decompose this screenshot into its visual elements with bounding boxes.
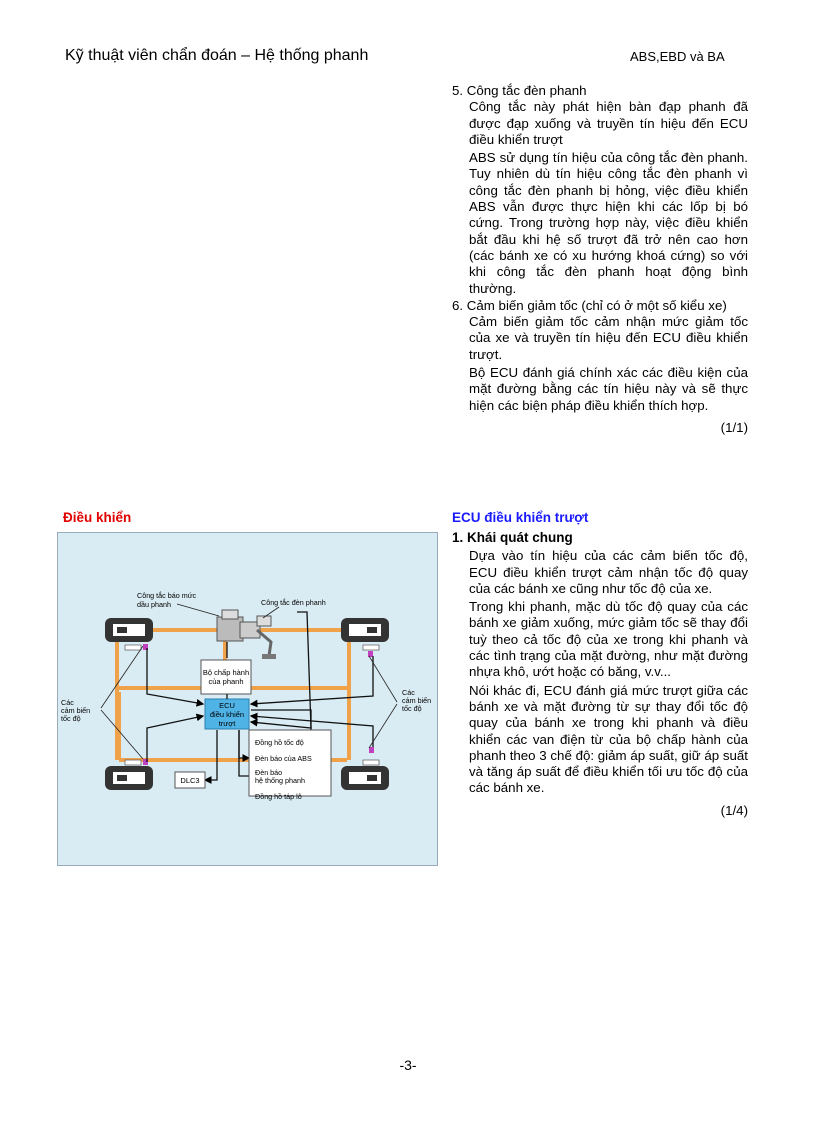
top-section [452, 83, 748, 436]
header-subtitle: ABS,EBD và BA [630, 49, 725, 64]
sensors-left-label-2: cảm biến [61, 706, 91, 715]
brake-fluid-switch-label-2: dầu phanh [137, 600, 171, 609]
control-heading: Điều khiển [63, 510, 132, 525]
actuator-label-1: Bộ chấp hành [202, 668, 250, 677]
right-section [452, 527, 748, 819]
ecu-heading: ECU điều khiển trượt [452, 510, 589, 525]
sensors-left-label-3: tốc độ [61, 714, 81, 723]
ecu-label-1: ECU [219, 701, 235, 710]
speed-sensor-rl [125, 759, 148, 765]
page-ref-1: (1/1) [720, 419, 748, 435]
abs-light-label: Đèn báo của ABS [255, 754, 312, 763]
sensors-left-label-1: Các [61, 698, 74, 707]
item-6-paragraph-2: Bộ ECU đánh giá chính xác các điều kiện của mặt đường bằng các tín hiệu này và sẽ thực hiện các biện pháp điều khiển thích hợp. [469, 365, 748, 413]
sensors-right-label-1: Các [402, 688, 415, 697]
wheel-rear-left [105, 766, 153, 790]
item-5-paragraph-1: Công tắc này phát hiện bàn đạp phanh đã được đạp xuống và truyền tín hiệu đến ECU điều khiển trượt [469, 99, 748, 147]
speed-sensor-fl [125, 644, 148, 650]
item-5-title: 5. Công tắc đèn phanh [452, 83, 587, 98]
page-number: -3- [399, 1057, 417, 1073]
wheel-front-right [341, 618, 389, 642]
item-6-paragraph-1: Cảm biến giảm tốc cảm nhận mức giảm tốc của xe và truyền tín hiệu đến ECU điều khiển trượt. [469, 314, 748, 362]
item-6-title: 6. Cảm biến giảm tốc (chỉ có ở một số kiểu xe) [452, 297, 727, 313]
sensors-right-label-3: tốc độ [402, 704, 422, 713]
brake-light-label-2: hệ thống phanh [255, 776, 305, 785]
wheel-rear-right [341, 766, 389, 790]
wheel-front-left [105, 618, 153, 642]
header-title: Kỹ thuật viên chẩn đoán – Hệ thống phanh [65, 47, 369, 64]
item-5-paragraph-2: ABS sử dụng tín hiệu của công tắc đèn phanh. Tuy nhiên dù tín hiệu công tắc đèn phanh vì công tắc đèn phanh bị hỏng, việc điều khiển ABS vẫn được thực hiện khi các lốp bị bó cứng. Trong trường hợp này, việc điều khiển bắt đầu khi hệ số trượt đã trở nên cao hơn (các bánh xe có xu hướng khoá cứng) so với khi công tắc đèn phanh hoạt động bình thường. [469, 150, 748, 296]
abs-system-diagram [57, 532, 438, 866]
combination-meter-label: Đồng hồ táp lô [255, 792, 302, 801]
ecu-label-2: điều khiển [209, 710, 245, 719]
stop-light-switch-label: Công tắc đèn phanh [261, 598, 326, 607]
general-overview-heading: 1. Khái quát chung [452, 530, 573, 545]
ecu-paragraph-1: Dựa vào tín hiệu của các cảm biến tốc độ, ECU điều khiển trượt cảm nhận tốc độ quay của các bánh xe cũng như tốc độ của xe. [469, 548, 748, 596]
ecu-paragraph-3: Nói khác đi, ECU đánh giá mức trượt giữa các bánh xe và mặt đường từ sự thay đổi tốc độ quay của bánh xe trong khi phanh và điều khiển các van điện từ của bộ chấp hành của phanh theo 3 chế độ: giảm áp suất, giữ áp suất và tăng áp suất để điều khiển tối ưu tốc độ của các bánh xe. [469, 682, 748, 796]
ecu-label-3: trượt [218, 719, 236, 728]
dlc3-label: DLC3 [180, 776, 200, 785]
brake-fluid-switch-label-1: Công tắc báo mức [137, 591, 197, 600]
ecu-paragraph-2: Trong khi phanh, mặc dù tốc độ quay của các bánh xe giảm xuống, mức giảm tốc sẽ thay đổi tuỳ theo cả tốc độ của xe trong khi phanh và các tình trạng của mặt đường, như mặt đường nhựa khô, ướt hoặc có băng, v.v... [469, 599, 748, 680]
actuator-label-2: của phanh [208, 677, 244, 686]
sensors-right-label-2: cảm biến [402, 696, 432, 705]
speedometer-label: Đồng hồ tốc độ [255, 738, 304, 747]
brake-light-label-1: Đèn báo [255, 768, 283, 777]
page-ref-2: (1/4) [720, 802, 748, 818]
